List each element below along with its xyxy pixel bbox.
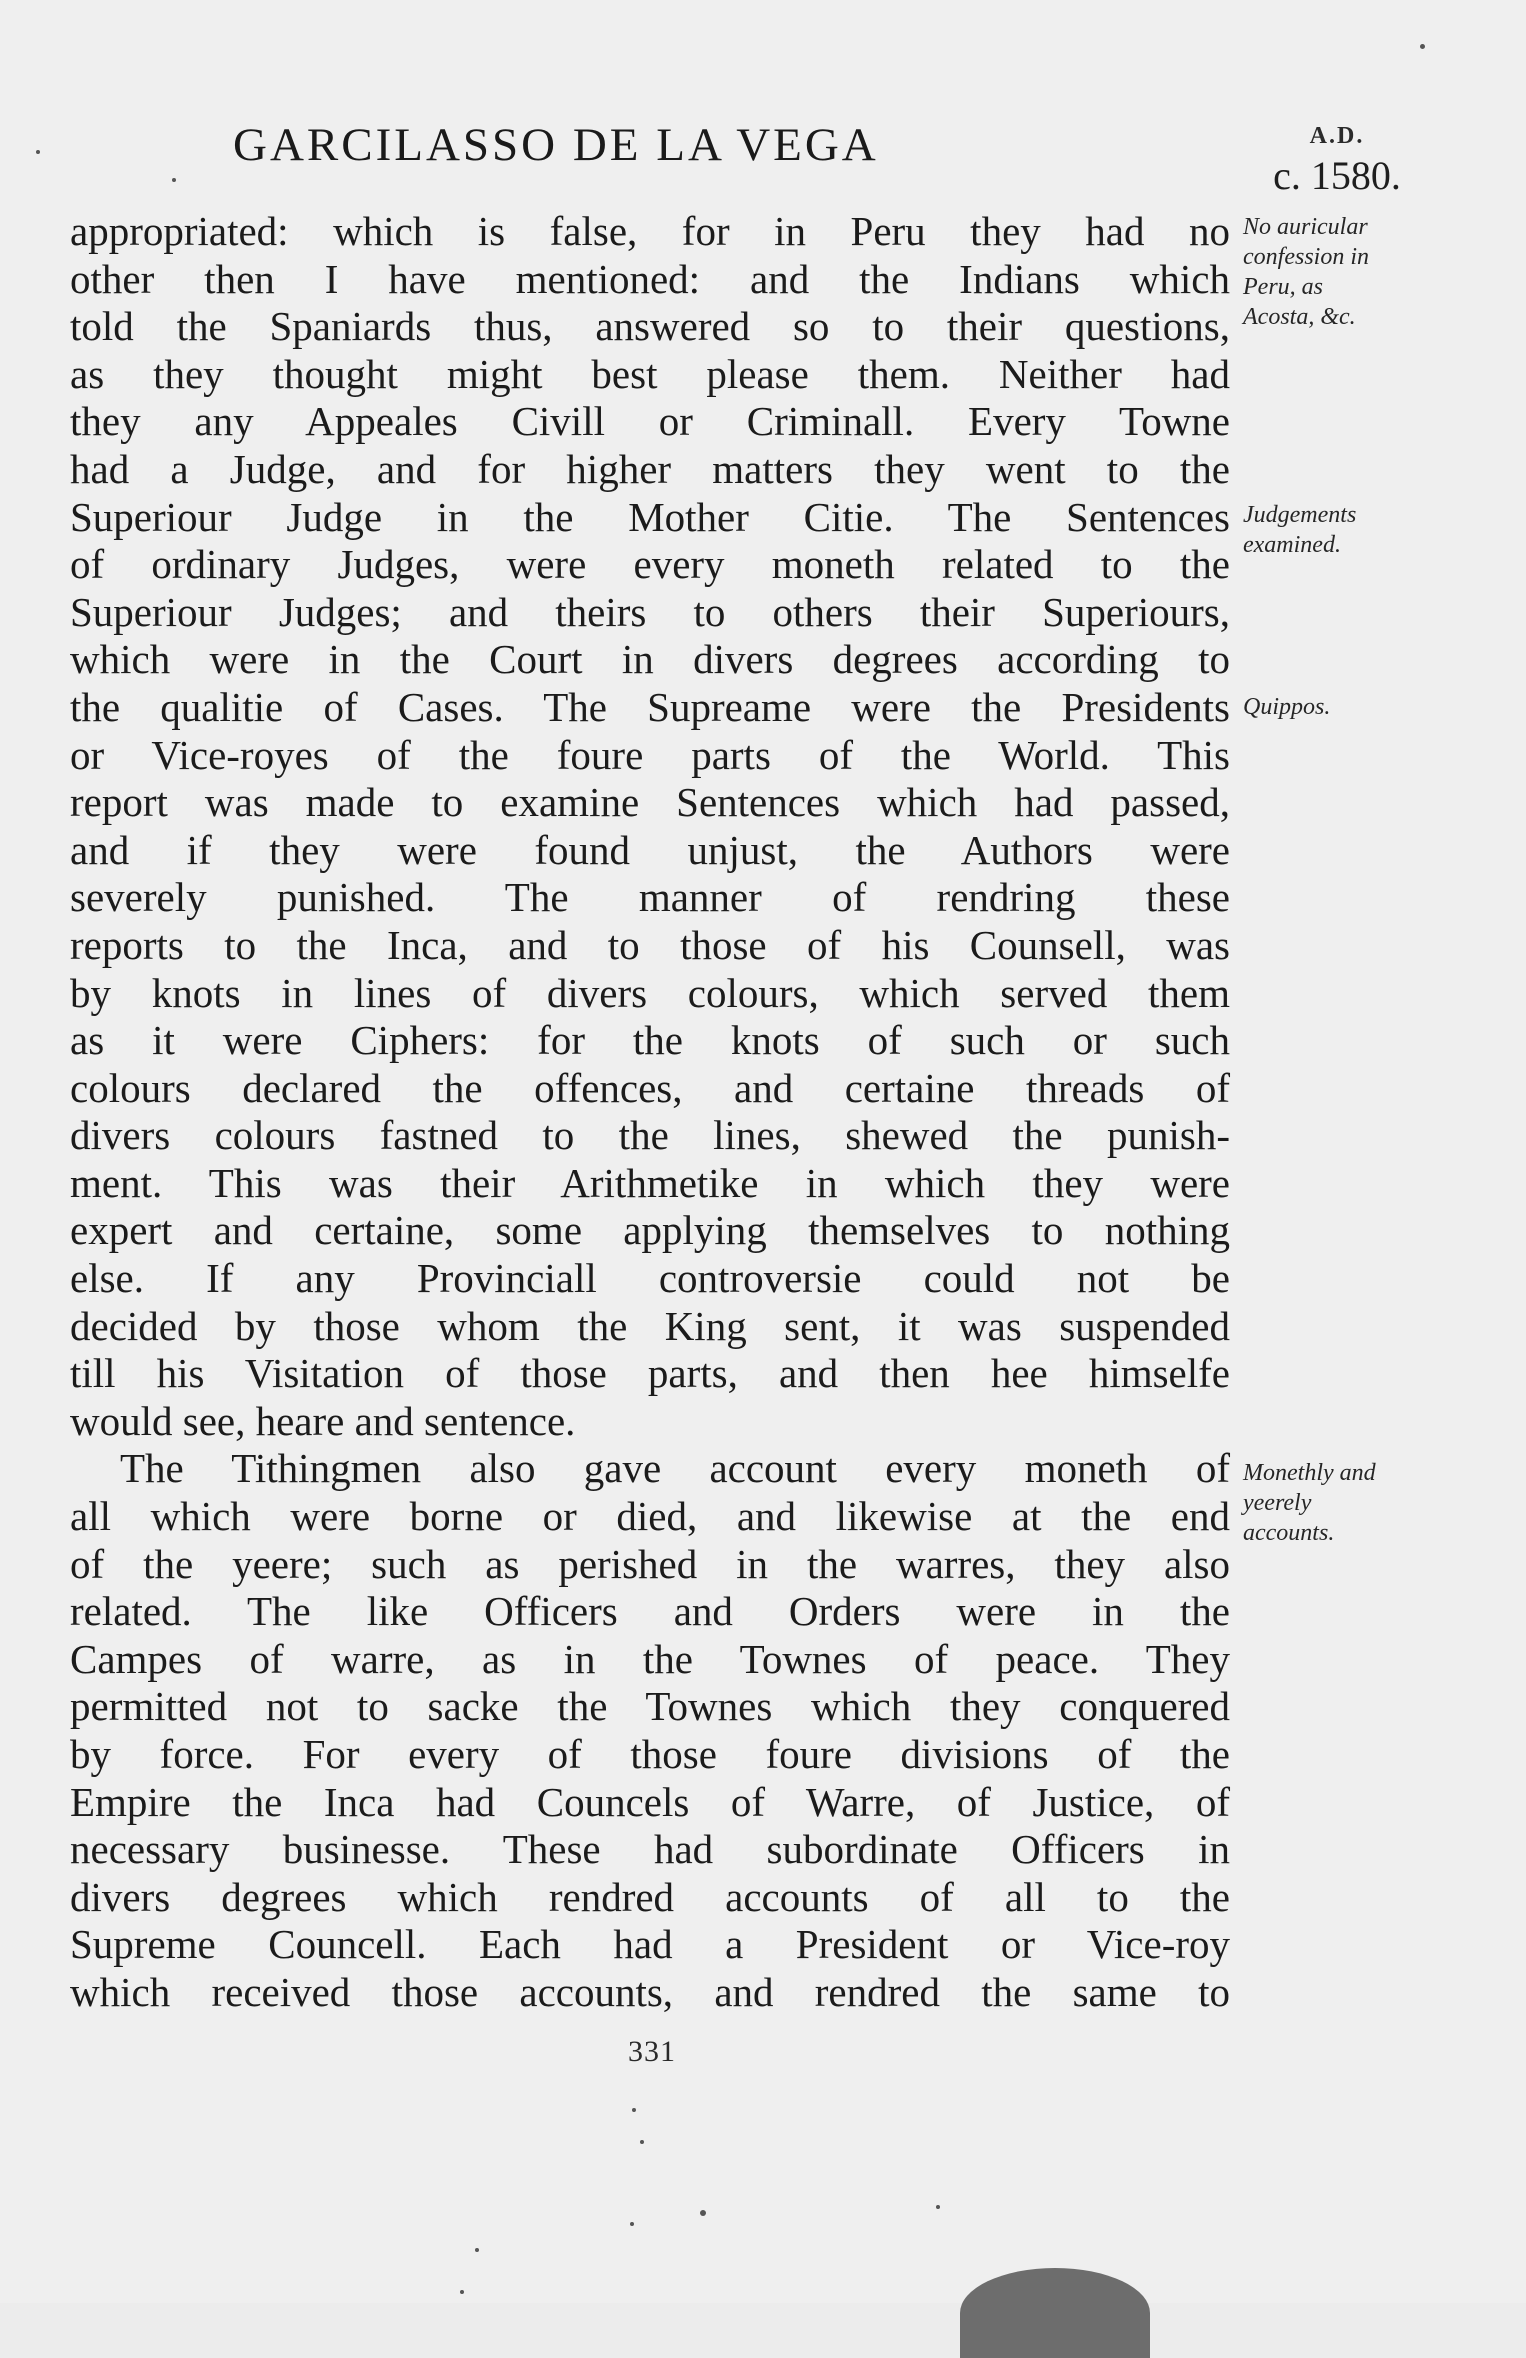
text-line: colours declared the offences, and certaine threads of: [70, 1064, 1230, 1111]
margin-note-judgements: [1243, 500, 1473, 560]
text-line: of ordinary Judges, were every moneth related to the: [70, 541, 1230, 588]
text-line: reports to the Inca, and to those of his Counsell, was: [70, 921, 1230, 968]
margin-note-line: Acosta, &c.: [1243, 304, 1356, 330]
margin-note-line: Quippos.: [1243, 694, 1331, 720]
text-line: told the Spaniards thus, answered so to their questions,: [70, 303, 1230, 350]
text-line: by knots in lines of divers colours, which served them: [70, 969, 1230, 1016]
text-line: of the yeere; such as perished in the warres, they also: [70, 1540, 1230, 1587]
margin-note-line: yeerely: [1243, 1490, 1312, 1516]
text-line: related. The like Officers and Orders were in the: [70, 1588, 1230, 1635]
text-line: Campes of warre, as in the Townes of peace. They: [70, 1635, 1230, 1682]
text-line: the qualitie of Cases. The Supreame were the Presidents: [70, 683, 1230, 730]
margin-note-line: Judgements: [1243, 502, 1357, 528]
text-line: as it were Ciphers: for the knots of such or such: [70, 1017, 1230, 1064]
margin-note-quippos: [1243, 692, 1473, 722]
margin-note-line: Peru, as: [1243, 274, 1323, 300]
text-line: ment. This was their Arithmetike in which they were: [70, 1159, 1230, 1206]
text-line: Superiour Judge in the Mother Citie. The Sentences: [70, 493, 1230, 540]
text-line: divers degrees which rendred accounts of all to the: [70, 1873, 1230, 1920]
body-text: [70, 208, 1230, 2017]
text-line: expert and certaine, some applying themselves to nothing: [70, 1207, 1230, 1254]
text-line: severely punished. The manner of rendring these: [70, 874, 1230, 921]
margin-note-accounts: [1243, 1458, 1473, 1548]
text-line: by force. For every of those foure divisions of the: [70, 1731, 1230, 1777]
text-line: till his Visitation of those parts, and then hee himselfe: [70, 1350, 1230, 1397]
running-title: GARCILASSO DE LA VEGA: [233, 119, 879, 171]
text-line: Empire the Inca had Councels of Warre, of Justice, of: [70, 1778, 1230, 1825]
text-line: other then I have mentioned: and the Indians which: [70, 255, 1230, 302]
text-line: which were in the Court in divers degrees according to: [70, 636, 1230, 683]
print-speck: [936, 2205, 940, 2209]
text-line: as they thought might best please them. Neither had: [70, 350, 1230, 397]
text-line: permitted not to sacke the Townes which they conquered: [70, 1683, 1230, 1730]
text-line: and if they were found unjust, the Authors were: [70, 826, 1230, 873]
margin-note-auricular-confession: [1243, 212, 1473, 332]
date-block: [1262, 123, 1412, 199]
text-line: divers colours fastned to the lines, shewed the punish-: [70, 1112, 1230, 1159]
margin-note-line: confession in: [1243, 244, 1369, 270]
print-speck: [36, 150, 40, 154]
print-speck: [630, 2222, 634, 2226]
print-speck: [632, 2108, 636, 2112]
page-number: 331: [628, 2035, 676, 2068]
margin-note-line: Monethly and: [1243, 1460, 1376, 1486]
print-speck: [172, 178, 176, 182]
text-line: which received those accounts, and rendred the same to: [70, 1968, 1230, 2015]
text-line: had a Judge, and for higher matters they went to the: [70, 445, 1230, 492]
text-line: they any Appeales Civill or Criminall. Every Towne: [70, 398, 1230, 445]
text-line: all which were borne or died, and likewise at the end: [70, 1493, 1230, 1540]
text-line: Superiour Judges; and theirs to others their Superiours,: [70, 588, 1230, 635]
text-line: decided by those whom the King sent, it was suspended: [70, 1302, 1230, 1349]
text-line: Supreme Councell. Each had a President or Vice-roy: [70, 1921, 1230, 1968]
print-speck: [1420, 44, 1425, 49]
print-speck: [700, 2210, 706, 2216]
text-line: else. If any Provinciall controversie could not be: [70, 1255, 1230, 1302]
margin-note-line: accounts.: [1243, 1520, 1335, 1546]
margin-note-line: No auricular: [1243, 214, 1368, 240]
text-line: The Tithingmen also gave account every moneth of: [120, 1445, 1230, 1492]
print-speck: [475, 2248, 479, 2252]
text-line: appropriated: which is false, for in Peru they had no: [70, 208, 1230, 254]
print-speck: [640, 2140, 644, 2144]
scan-artifact-shape: [960, 2268, 1150, 2358]
margin-note-line: examined.: [1243, 532, 1341, 558]
text-line: report was made to examine Sentences which had passed,: [70, 779, 1230, 826]
text-line: would see, heare and sentence.: [70, 1397, 576, 1444]
date-year: c. 1580.: [1273, 153, 1401, 198]
text-line: or Vice-royes of the foure parts of the World. This: [70, 731, 1230, 778]
print-speck: [460, 2290, 464, 2294]
text-line: necessary businesse. These had subordinate Officers in: [70, 1826, 1230, 1873]
date-label: A.D.: [1309, 123, 1365, 149]
